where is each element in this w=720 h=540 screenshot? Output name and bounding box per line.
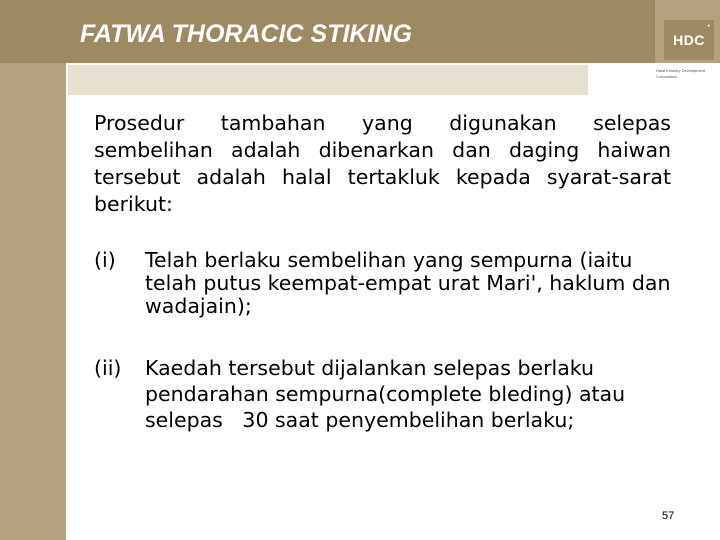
hdc-logo [664, 20, 714, 60]
page-number: 57 [662, 510, 675, 522]
logo-text: HDC [673, 32, 705, 48]
slide-content [94, 110, 671, 433]
list-item-text: Kaedah tersebut dijalankan selepas berlaku pendarahan sempurna(complete bleding) atau selepas 30 saat penyembelihan berlaku; [145, 356, 632, 432]
header-sub-band [68, 65, 588, 95]
list-item [94, 249, 671, 318]
left-decorative-strip [0, 0, 68, 540]
list-item-number: (ii) [94, 356, 122, 380]
slide-title: FATWA THORACIC STIKING [80, 20, 412, 48]
logo-caption: Halal Industry Development Corporation [656, 68, 706, 79]
list-item [94, 355, 671, 433]
list-item-number: (i) [94, 248, 116, 272]
list-item-text: Telah berlaku sembelihan yang sempurna (iaitu telah putus keempat-empat urat Mari', haklum dan wadajain); [145, 248, 671, 318]
logo-mark-icon: • [707, 23, 710, 30]
intro-paragraph: Prosedur tambahan yang digunakan selepas sembelihan adalah dibenarkan dan daging haiwan tersebut adalah halal tertakluk kepada syarat-sarat berikut: [94, 111, 671, 216]
